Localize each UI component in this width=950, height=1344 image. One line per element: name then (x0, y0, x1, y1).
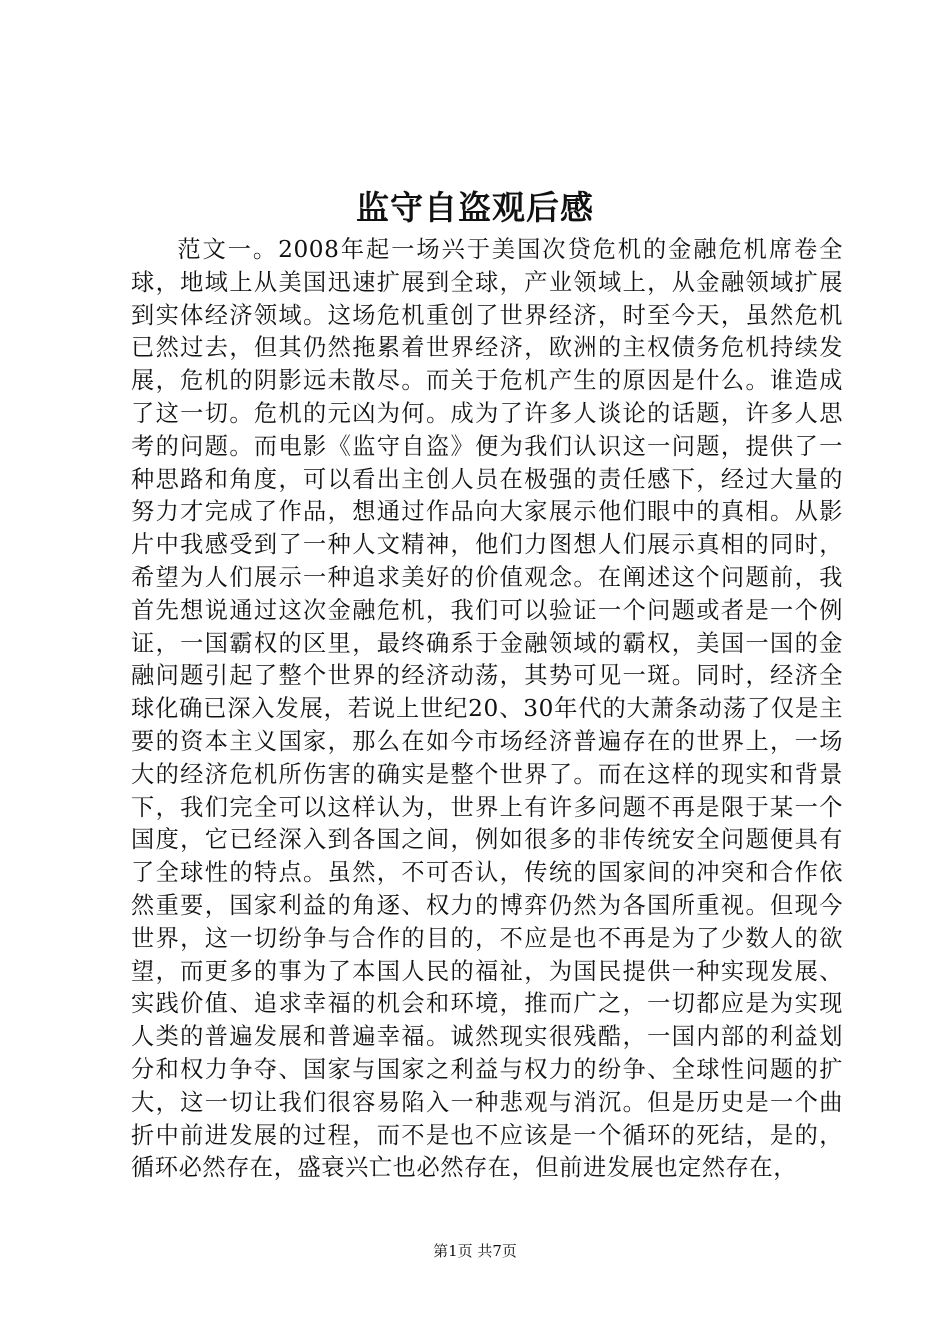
page-number-footer: 第1页 共7页 (433, 1242, 517, 1260)
body-paragraph: 范文一。2008年起一场兴于美国次贷危机的金融危机席卷全球，地域上从美国迅速扩展到全球，产业领域上，从金融领域扩展到实体经济领域。这场危机重创了世界经济，时至今天，虽然危机已然过去，但其仍然拖累着世界经济，欧洲的主权债务危机持续发展，危机的阴影远未散尽。而关于危机产生的原因是什么。谁造成了这一切。危机的元凶为何。成为了许多人谈论的话题，许多人思考的问题。而电影《监守自盗》便为我们认识这一问题，提供了一种思路和角度，可以看出主创人员在极强的责任感下，经过大量的努力才完成了作品，想通过作品向大家展示他们眼中的真相。从影片中我感受到了一种人文精神，他们力图想人们展示真相的同时，希望为人们展示一种追求美好的价值观念。在阐述这个问题前，我首先想说通过这次金融危机，我们可以验证一个问题或者是一个例证，一国霸权的区里，最终确系于金融领域的霸权，美国一国的金融问题引起了整个世界的经济动荡，其势可见一斑。同时，经济全球化确已深入发展，若说上世纪20、30年代的大萧条动荡了仅是主要的资本主义国家，那么在如今市场经济普遍存在的世界上，一场大的经济危机所伤害的确实是整个世界了。而在这样的现实和背景下，我们完全可以这样认为，世界上有许多问题不再是限于某一个国度，它已经深入到各国之间，例如很多的非传统安全问题便具有了全球性的特点。虽然，不可否认，传统的国家间的冲突和合作依然重要，国家利益的角逐、权力的博弈仍然为各国所重视。但现今世界，这一切纷争与合作的目的，不应是也不再是为了少数人的欲望，而更多的事为了本国人民的福祉，为国民提供一种实现发展、实践价值、追求幸福的机会和环境，推而广之，一切都应是为实现人类的普遍发展和普遍幸福。诚然现实很残酷，一国内部的利益划分和权力争夺、国家与国家之利益与权力的纷争、全球性问题的扩大，这一切让我们很容易陷入一种悲观与消沉。但是历史是一个曲折中前进发展的过程，而不是也不应该是一个循环的死结，是的，循环必然存在，盛衰兴亡也必然存在，但前进发展也定然存在， (131, 236, 843, 1182)
document-title: 监守自盗观后感 (356, 188, 594, 227)
